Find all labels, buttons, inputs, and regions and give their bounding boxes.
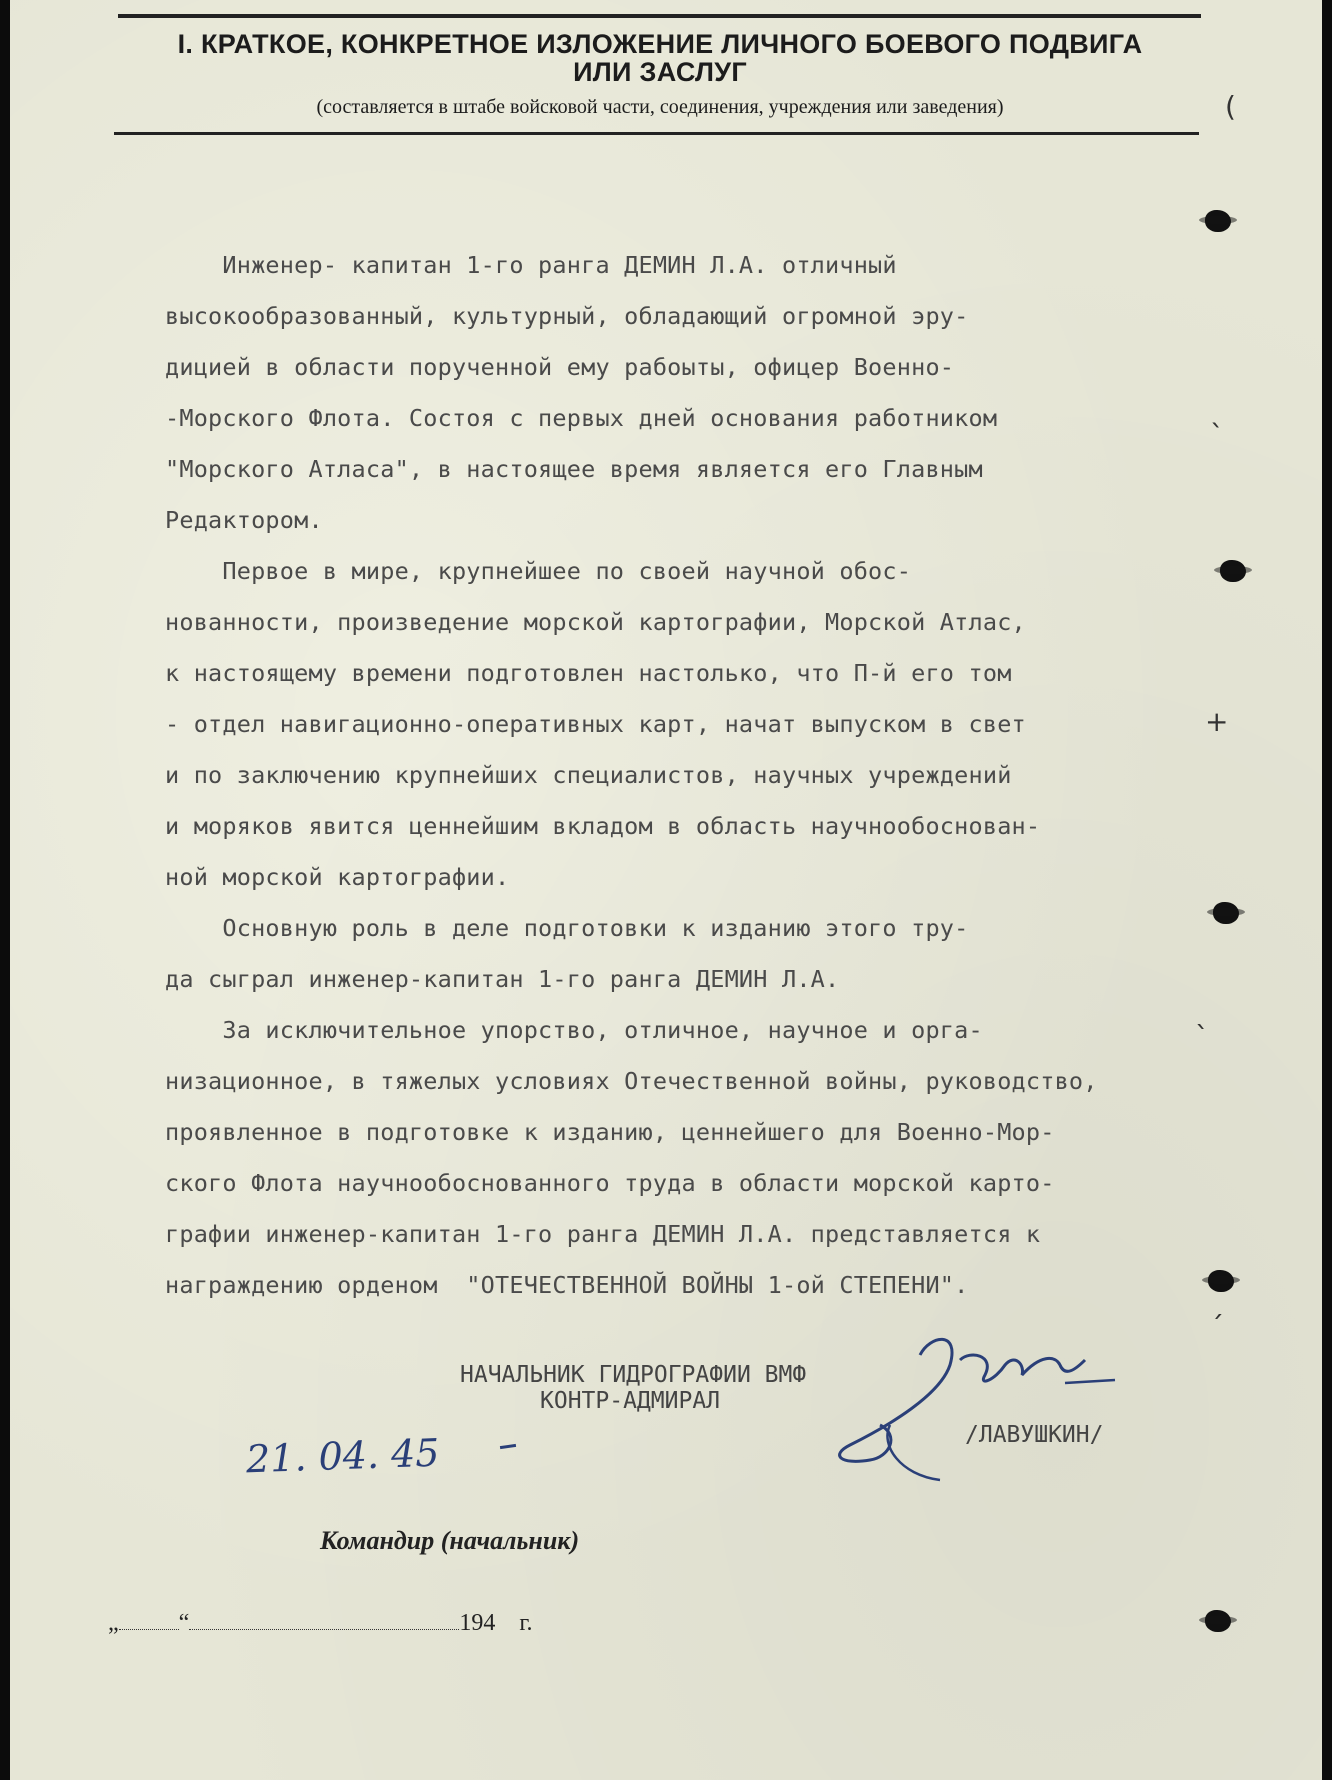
body-line: низационное, в тяжелых условиях Отечественной войны, руководство, xyxy=(165,1067,1098,1095)
body-line: Инженер- капитан 1-го ранга ДЕМИН Л.А. отличный xyxy=(165,251,897,279)
margin-mark: ˋ xyxy=(1195,1020,1209,1053)
year-suffix: г. xyxy=(519,1610,533,1636)
body-line: графии инженер-капитан 1-го ранга ДЕМИН Л.А. представляется к xyxy=(165,1220,1041,1248)
year-prefix: 194 xyxy=(459,1610,496,1636)
body-line: "Морского Атласа", в настоящее время является его Главным xyxy=(165,455,983,483)
margin-mark: + xyxy=(1205,705,1229,738)
body-line: - отдел навигационно-оперативных карт, начат выпуском в свет xyxy=(165,710,1026,738)
day-blank xyxy=(119,1619,179,1630)
signatory-name: /ЛАВУШКИН/ xyxy=(965,1422,1104,1448)
body-line: нованности, произведение морской картографии, Морской Атлас, xyxy=(165,608,1026,636)
handwritten-date: 21. 04. 45 xyxy=(245,1430,441,1482)
body-line: Редактором. xyxy=(165,506,323,534)
date-quote-open: „ xyxy=(108,1610,119,1636)
section-heading xyxy=(120,30,1200,86)
body-line: ского Флота научнообоснованного труда в области морской карто- xyxy=(165,1169,1055,1197)
body-line: награждению орденом "ОТЕЧЕСТВЕННОЙ ВОЙНЫ 1-ой СТЕПЕНИ". xyxy=(165,1271,969,1299)
body-line: и моряков явится ценнейшим вкладом в область научнообоснован- xyxy=(165,812,1041,840)
binding-hole xyxy=(1213,902,1239,924)
award-description xyxy=(165,240,1255,1311)
body-line: Первое в мире, крупнейшее по своей научной обос- xyxy=(165,557,912,585)
margin-mark: ˎ xyxy=(1210,395,1224,428)
binding-hole xyxy=(1205,210,1231,232)
body-line: проявленное в подготовке к изданию, ценнейшего для Военно-Мор- xyxy=(165,1118,1055,1146)
date-quote-close: “ xyxy=(178,1610,190,1636)
body-line: высокообразованный, культурный, обладающий огромной эру- xyxy=(165,302,969,330)
binding-hole xyxy=(1208,1270,1234,1292)
body-line: -Морского Флота. Состоя с первых дней основания работником xyxy=(165,404,998,432)
month-blank xyxy=(189,1619,459,1630)
binding-hole xyxy=(1220,560,1246,582)
body-line: дицией в области порученной ему рабоыты, офицер Военно- xyxy=(165,353,955,381)
body-line: За исключительное упорство, отличное, научное и орга- xyxy=(165,1016,983,1044)
margin-mark: ˊ xyxy=(1210,1310,1224,1343)
handwritten-dash xyxy=(500,1444,516,1449)
body-line: да сыграл инженер-капитан 1-го ранга ДЕМИН Л.А. xyxy=(165,965,840,993)
commander-label: Командир (начальник) xyxy=(320,1526,580,1555)
body-line: ной морской картографии. xyxy=(165,863,510,891)
margin-mark: ( xyxy=(1225,90,1236,123)
body-line: к настоящему времени подготовлен настолько, что П-й его том xyxy=(165,659,1012,687)
heading-rule xyxy=(114,132,1199,135)
body-line: и по заключению крупнейших специалистов, научных учреждений xyxy=(165,761,1012,789)
body-line: Основную роль в деле подготовки к изданию этого тру- xyxy=(165,914,969,942)
handwritten-signature xyxy=(810,1325,1120,1485)
binding-hole xyxy=(1205,1610,1231,1632)
heading-line-2: ИЛИ ЗАСЛУГ xyxy=(573,57,747,87)
date-form-line xyxy=(108,1610,532,1637)
top-rule xyxy=(118,14,1201,18)
document-page xyxy=(10,0,1322,1780)
heading-note: (составляется в штабе войсковой части, соединения, учреждения или заведения) xyxy=(316,96,1004,118)
heading-line-1: I. КРАТКОЕ, КОНКРЕТНОЕ ИЗЛОЖЕНИЕ ЛИЧНОГО БОЕВОГО ПОДВИГА xyxy=(177,29,1143,59)
signatory-title-line-2: КОНТР-АДМИРАЛ xyxy=(540,1388,721,1414)
signatory-title-line-1: НАЧАЛЬНИК ГИДРОГРАФИИ ВМФ xyxy=(460,1362,807,1388)
